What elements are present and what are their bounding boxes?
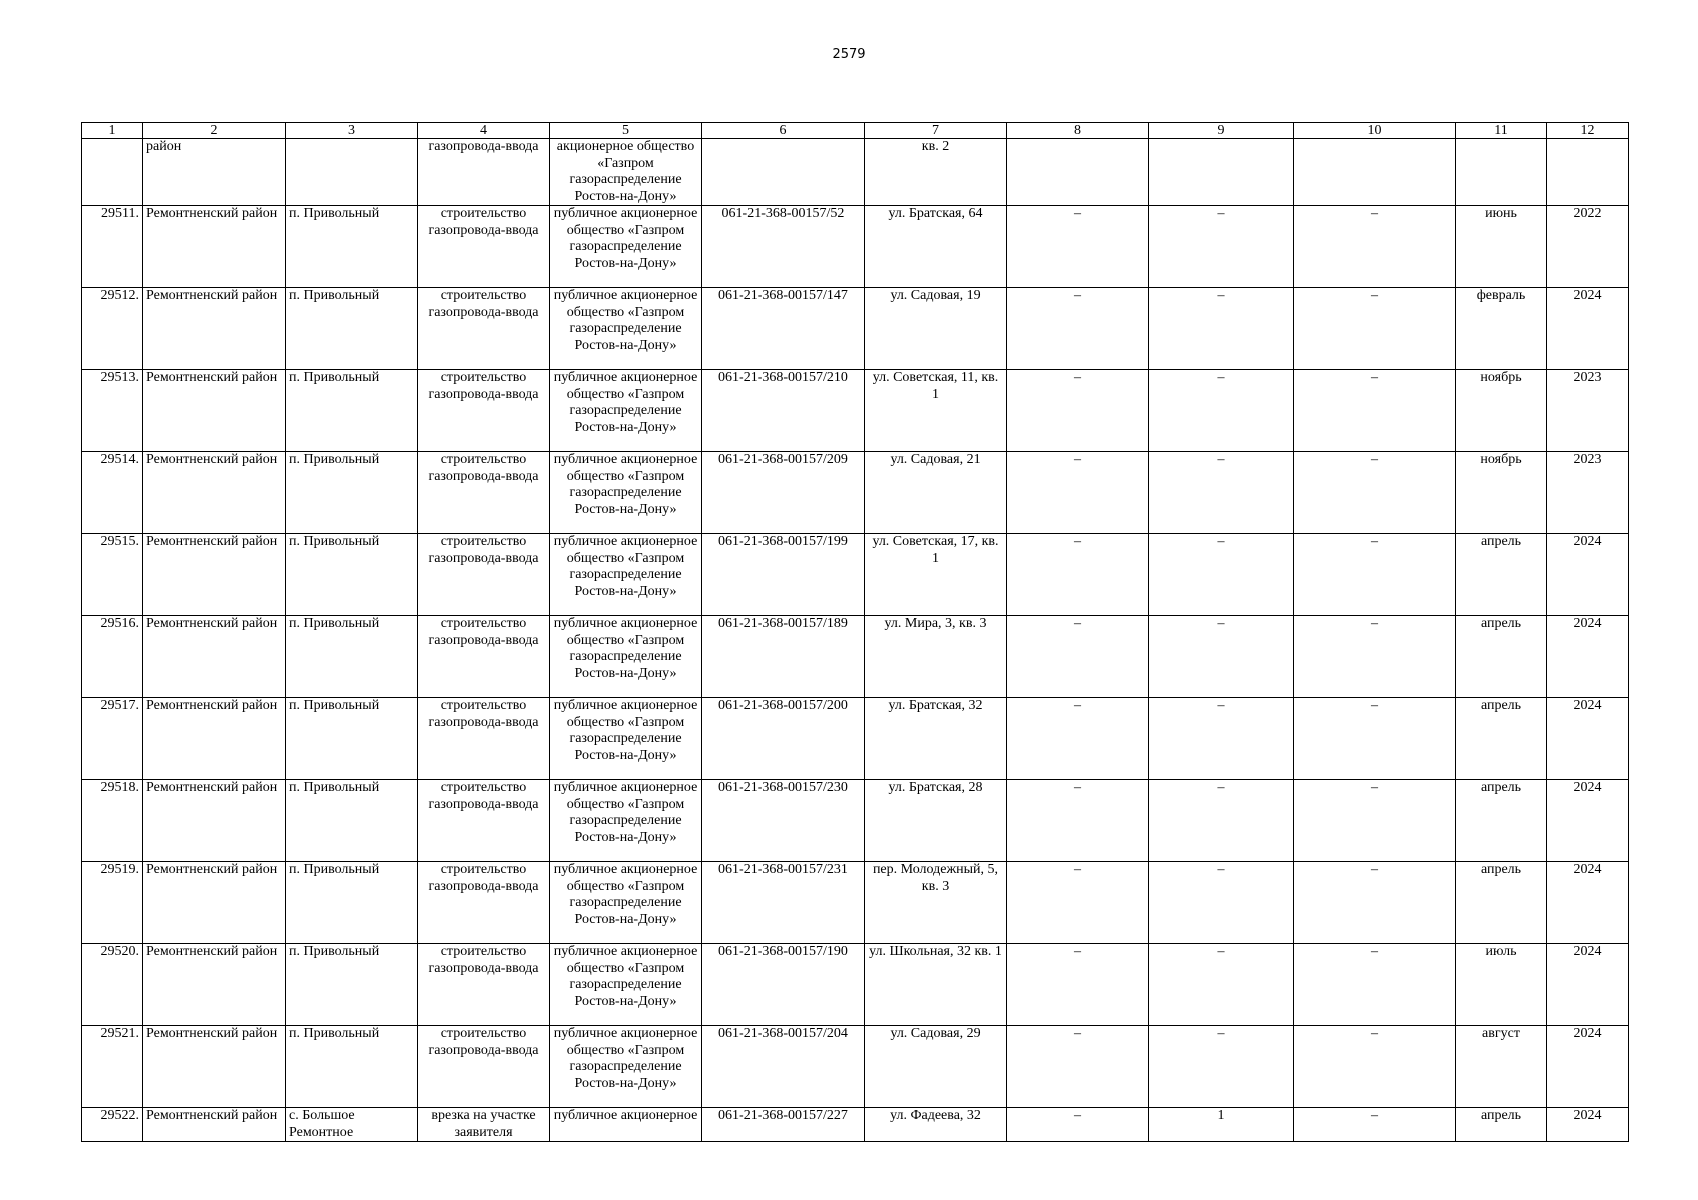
work-type-cell: строительство газопровода-ввода xyxy=(418,862,550,944)
organization-cell: публичное акционерное xyxy=(550,1108,702,1142)
address-cell: ул. Братская, 28 xyxy=(865,780,1007,862)
row-number-cell: 29519. xyxy=(82,862,143,944)
col8-cell: – xyxy=(1007,370,1149,452)
month-cell xyxy=(1456,139,1547,206)
col10-cell: – xyxy=(1294,370,1456,452)
col8-cell: – xyxy=(1007,206,1149,288)
col10-cell: – xyxy=(1294,1108,1456,1142)
address-cell: ул. Мира, 3, кв. 3 xyxy=(865,616,1007,698)
table-row xyxy=(82,288,1629,370)
column-header: 6 xyxy=(702,123,865,139)
year-cell xyxy=(1547,139,1629,206)
table-row xyxy=(82,698,1629,780)
column-header: 8 xyxy=(1007,123,1149,139)
column-header: 12 xyxy=(1547,123,1629,139)
address-cell: ул. Советская, 11, кв. 1 xyxy=(865,370,1007,452)
row-number-cell: 29516. xyxy=(82,616,143,698)
work-type-cell: строительство газопровода-ввода xyxy=(418,1026,550,1108)
row-number-cell: 29512. xyxy=(82,288,143,370)
settlement-cell: п. Привольный xyxy=(286,862,418,944)
table-row xyxy=(82,370,1629,452)
row-number-cell: 29520. xyxy=(82,944,143,1026)
settlement-cell: п. Привольный xyxy=(286,780,418,862)
organization-cell: публичное акционерное общество «Газпром газораспределение Ростов-на-Дону» xyxy=(550,452,702,534)
district-cell: Ремонтненский район xyxy=(143,944,286,1026)
code-cell: 061-21-368-00157/227 xyxy=(702,1108,865,1142)
code-cell: 061-21-368-00157/200 xyxy=(702,698,865,780)
col10-cell: – xyxy=(1294,944,1456,1026)
address-cell: ул. Школьная, 32 кв. 1 xyxy=(865,944,1007,1026)
table-row xyxy=(82,944,1629,1026)
column-header: 10 xyxy=(1294,123,1456,139)
table-row xyxy=(82,1026,1629,1108)
col10-cell: – xyxy=(1294,288,1456,370)
col10-cell: – xyxy=(1294,534,1456,616)
code-cell xyxy=(702,139,865,206)
year-cell: 2024 xyxy=(1547,534,1629,616)
year-cell: 2024 xyxy=(1547,698,1629,780)
year-cell: 2023 xyxy=(1547,452,1629,534)
address-cell: ул. Садовая, 19 xyxy=(865,288,1007,370)
work-type-cell: строительство газопровода-ввода xyxy=(418,534,550,616)
work-type-cell: строительство газопровода-ввода xyxy=(418,616,550,698)
month-cell: апрель xyxy=(1456,534,1547,616)
table-row xyxy=(82,206,1629,288)
code-cell: 061-21-368-00157/204 xyxy=(702,1026,865,1108)
work-type-cell: строительство газопровода-ввода xyxy=(418,370,550,452)
col9-cell: – xyxy=(1149,698,1294,780)
settlement-cell: п. Привольный xyxy=(286,616,418,698)
col8-cell: – xyxy=(1007,944,1149,1026)
settlement-cell xyxy=(286,139,418,206)
district-cell: Ремонтненский район xyxy=(143,1108,286,1142)
work-type-cell: газопровода-ввода xyxy=(418,139,550,206)
col8-cell: – xyxy=(1007,780,1149,862)
organization-cell: публичное акционерное общество «Газпром газораспределение Ростов-на-Дону» xyxy=(550,206,702,288)
settlement-cell: п. Привольный xyxy=(286,698,418,780)
column-header: 2 xyxy=(143,123,286,139)
district-cell: Ремонтненский район xyxy=(143,862,286,944)
month-cell: апрель xyxy=(1456,698,1547,780)
settlement-cell: п. Привольный xyxy=(286,206,418,288)
district-cell: Ремонтненский район xyxy=(143,288,286,370)
year-cell: 2023 xyxy=(1547,370,1629,452)
code-cell: 061-21-368-00157/210 xyxy=(702,370,865,452)
district-cell: Ремонтненский район xyxy=(143,206,286,288)
col9-cell: – xyxy=(1149,780,1294,862)
settlement-cell: п. Привольный xyxy=(286,370,418,452)
month-cell: апрель xyxy=(1456,616,1547,698)
col8-cell: – xyxy=(1007,862,1149,944)
col9-cell: – xyxy=(1149,370,1294,452)
district-cell: Ремонтненский район xyxy=(143,616,286,698)
row-number-cell: 29515. xyxy=(82,534,143,616)
organization-cell: публичное акционерное общество «Газпром газораспределение Ростов-на-Дону» xyxy=(550,616,702,698)
organization-cell: публичное акционерное общество «Газпром газораспределение Ростов-на-Дону» xyxy=(550,288,702,370)
col9-cell: – xyxy=(1149,862,1294,944)
code-cell: 061-21-368-00157/52 xyxy=(702,206,865,288)
year-cell: 2024 xyxy=(1547,616,1629,698)
settlement-cell: п. Привольный xyxy=(286,1026,418,1108)
column-header: 1 xyxy=(82,123,143,139)
year-cell: 2024 xyxy=(1547,780,1629,862)
work-type-cell: строительство газопровода-ввода xyxy=(418,206,550,288)
table-row xyxy=(82,862,1629,944)
month-cell: апрель xyxy=(1456,1108,1547,1142)
col9-cell xyxy=(1149,139,1294,206)
col8-cell: – xyxy=(1007,1108,1149,1142)
col10-cell: – xyxy=(1294,780,1456,862)
address-cell: ул. Фадеева, 32 xyxy=(865,1108,1007,1142)
col10-cell: – xyxy=(1294,616,1456,698)
col8-cell xyxy=(1007,139,1149,206)
code-cell: 061-21-368-00157/189 xyxy=(702,616,865,698)
row-number-cell: 29517. xyxy=(82,698,143,780)
organization-cell: акционерное общество «Газпром газораспределение Ростов-на-Дону» xyxy=(550,139,702,206)
row-number-cell: 29511. xyxy=(82,206,143,288)
address-cell: ул. Братская, 64 xyxy=(865,206,1007,288)
year-cell: 2024 xyxy=(1547,288,1629,370)
district-cell: Ремонтненский район xyxy=(143,1026,286,1108)
row-number-cell: 29521. xyxy=(82,1026,143,1108)
col9-cell: – xyxy=(1149,452,1294,534)
code-cell: 061-21-368-00157/190 xyxy=(702,944,865,1026)
settlement-cell: п. Привольный xyxy=(286,534,418,616)
work-type-cell: строительство газопровода-ввода xyxy=(418,452,550,534)
settlement-cell: п. Привольный xyxy=(286,288,418,370)
code-cell: 061-21-368-00157/231 xyxy=(702,862,865,944)
month-cell: июнь xyxy=(1456,206,1547,288)
work-type-cell: строительство газопровода-ввода xyxy=(418,944,550,1026)
row-number-cell: 29518. xyxy=(82,780,143,862)
column-number-row xyxy=(82,123,1629,139)
address-cell: ул. Садовая, 21 xyxy=(865,452,1007,534)
address-cell: ул. Советская, 17, кв. 1 xyxy=(865,534,1007,616)
col8-cell: – xyxy=(1007,534,1149,616)
table-row xyxy=(82,534,1629,616)
district-cell: Ремонтненский район xyxy=(143,370,286,452)
district-cell: Ремонтненский район xyxy=(143,780,286,862)
code-cell: 061-21-368-00157/209 xyxy=(702,452,865,534)
table-row xyxy=(82,616,1629,698)
address-cell: ул. Садовая, 29 xyxy=(865,1026,1007,1108)
month-cell: июль xyxy=(1456,944,1547,1026)
code-cell: 061-21-368-00157/199 xyxy=(702,534,865,616)
gas-connections-table xyxy=(81,122,1629,1142)
col9-cell: – xyxy=(1149,206,1294,288)
year-cell: 2022 xyxy=(1547,206,1629,288)
table-body xyxy=(82,139,1629,1142)
table-row xyxy=(82,1108,1629,1142)
col9-cell: – xyxy=(1149,1026,1294,1108)
month-cell: ноябрь xyxy=(1456,370,1547,452)
settlement-cell: с. Большое Ремонтное xyxy=(286,1108,418,1142)
month-cell: ноябрь xyxy=(1456,452,1547,534)
row-number-cell: 29513. xyxy=(82,370,143,452)
table-header xyxy=(82,123,1629,139)
table-row xyxy=(82,139,1629,206)
organization-cell: публичное акционерное общество «Газпром газораспределение Ростов-на-Дону» xyxy=(550,370,702,452)
district-cell: Ремонтненский район xyxy=(143,698,286,780)
work-type-cell: строительство газопровода-ввода xyxy=(418,780,550,862)
organization-cell: публичное акционерное общество «Газпром газораспределение Ростов-на-Дону» xyxy=(550,1026,702,1108)
month-cell: апрель xyxy=(1456,780,1547,862)
work-type-cell: строительство газопровода-ввода xyxy=(418,288,550,370)
settlement-cell: п. Привольный xyxy=(286,944,418,1026)
organization-cell: публичное акционерное общество «Газпром газораспределение Ростов-на-Дону» xyxy=(550,944,702,1026)
col10-cell: – xyxy=(1294,1026,1456,1108)
month-cell: август xyxy=(1456,1026,1547,1108)
district-cell: Ремонтненский район xyxy=(143,452,286,534)
code-cell: 061-21-368-00157/230 xyxy=(702,780,865,862)
column-header: 5 xyxy=(550,123,702,139)
col8-cell: – xyxy=(1007,452,1149,534)
column-header: 4 xyxy=(418,123,550,139)
table-row xyxy=(82,452,1629,534)
organization-cell: публичное акционерное общество «Газпром газораспределение Ростов-на-Дону» xyxy=(550,534,702,616)
page-number: 2579 xyxy=(832,47,866,62)
col10-cell: – xyxy=(1294,698,1456,780)
district-cell: район xyxy=(143,139,286,206)
col10-cell: – xyxy=(1294,452,1456,534)
column-header: 9 xyxy=(1149,123,1294,139)
year-cell: 2024 xyxy=(1547,944,1629,1026)
year-cell: 2024 xyxy=(1547,1108,1629,1142)
year-cell: 2024 xyxy=(1547,1026,1629,1108)
row-number-cell: 29522. xyxy=(82,1108,143,1142)
work-type-cell: строительство газопровода-ввода xyxy=(418,698,550,780)
column-header: 7 xyxy=(865,123,1007,139)
address-cell: пер. Молодежный, 5, кв. 3 xyxy=(865,862,1007,944)
work-type-cell: врезка на участке заявителя xyxy=(418,1108,550,1142)
organization-cell: публичное акционерное общество «Газпром газораспределение Ростов-на-Дону» xyxy=(550,862,702,944)
col8-cell: – xyxy=(1007,616,1149,698)
col9-cell: 1 xyxy=(1149,1108,1294,1142)
settlement-cell: п. Привольный xyxy=(286,452,418,534)
col8-cell: – xyxy=(1007,698,1149,780)
col10-cell: – xyxy=(1294,206,1456,288)
col9-cell: – xyxy=(1149,534,1294,616)
address-cell: кв. 2 xyxy=(865,139,1007,206)
month-cell: апрель xyxy=(1456,862,1547,944)
col8-cell: – xyxy=(1007,1026,1149,1108)
col10-cell xyxy=(1294,139,1456,206)
row-number-cell xyxy=(82,139,143,206)
row-number-cell: 29514. xyxy=(82,452,143,534)
year-cell: 2024 xyxy=(1547,862,1629,944)
table-row xyxy=(82,780,1629,862)
col9-cell: – xyxy=(1149,616,1294,698)
col9-cell: – xyxy=(1149,288,1294,370)
organization-cell: публичное акционерное общество «Газпром газораспределение Ростов-на-Дону» xyxy=(550,698,702,780)
column-header: 3 xyxy=(286,123,418,139)
district-cell: Ремонтненский район xyxy=(143,534,286,616)
organization-cell: публичное акционерное общество «Газпром газораспределение Ростов-на-Дону» xyxy=(550,780,702,862)
col8-cell: – xyxy=(1007,288,1149,370)
code-cell: 061-21-368-00157/147 xyxy=(702,288,865,370)
col9-cell: – xyxy=(1149,944,1294,1026)
col10-cell: – xyxy=(1294,862,1456,944)
address-cell: ул. Братская, 32 xyxy=(865,698,1007,780)
month-cell: февраль xyxy=(1456,288,1547,370)
column-header: 11 xyxy=(1456,123,1547,139)
